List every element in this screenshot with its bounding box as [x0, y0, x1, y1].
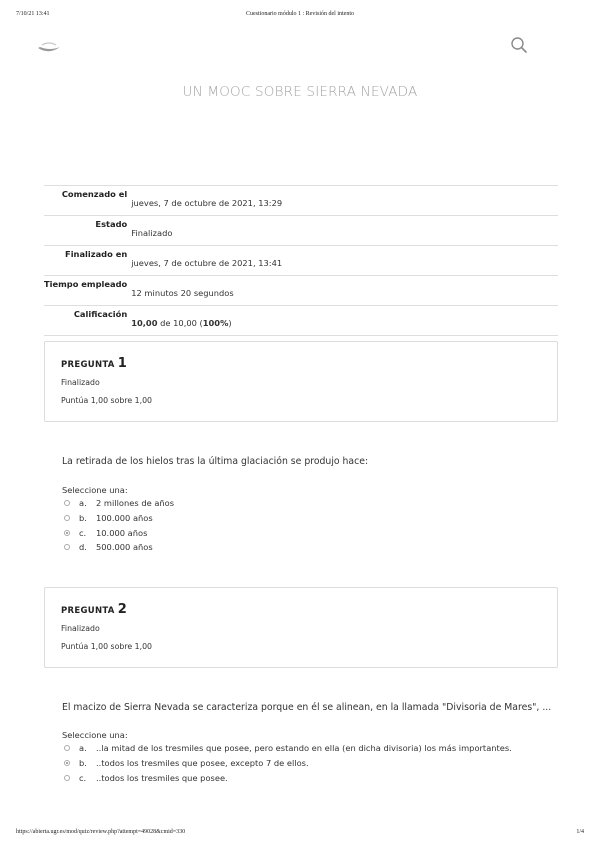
summary-label: Calificación: [73, 309, 128, 319]
answer-text: 10.000 años: [96, 527, 148, 538]
grade-close: ): [228, 318, 232, 328]
radio-unchecked-icon[interactable]: [64, 745, 70, 751]
answer-list: [64, 741, 512, 785]
answer-text: ..todos los tresmiles que posee.: [96, 772, 228, 783]
grade-score: 10,00: [131, 318, 158, 328]
question-info-box: [44, 587, 558, 668]
question-grade: Puntúa 1,00 sobre 1,00: [61, 396, 152, 405]
radio-checked-icon[interactable]: [64, 760, 70, 766]
summary-row: [44, 276, 558, 306]
question-number: 2: [117, 602, 128, 617]
answer-text: 500.000 años: [96, 542, 153, 553]
site-logo-icon[interactable]: [36, 39, 62, 55]
answer-option[interactable]: [64, 511, 174, 526]
question-text: El macizo de Sierra Nevada se caracteriza porque en él se alinean, en la llamada "Divisoria de Mares", ...: [62, 702, 552, 713]
question-grade: Puntúa 1,00 sobre 1,00: [61, 642, 152, 651]
radio-checked-icon[interactable]: [64, 530, 70, 536]
print-page-number: 1/4: [576, 829, 584, 835]
question-title: [61, 602, 127, 617]
answer-list: [64, 496, 174, 555]
grade-value: [131, 306, 558, 336]
summary-value: 12 minutos 20 segundos: [131, 288, 234, 298]
question-state: Finalizado: [61, 378, 100, 387]
answer-option[interactable]: [64, 496, 174, 511]
question-title: [61, 356, 127, 371]
attempt-summary-table: [44, 185, 558, 336]
print-datetime: 7/10/21 13:41: [16, 11, 50, 17]
radio-unchecked-icon[interactable]: [64, 775, 70, 781]
answer-option[interactable]: [64, 540, 174, 555]
summary-value: Finalizado: [131, 228, 173, 238]
print-header: [16, 11, 584, 17]
print-doc-title: Cuestionario módulo 1 : Revisión del intento: [246, 11, 354, 17]
summary-label: Estado: [95, 219, 128, 229]
question-label: PREGUNTA: [61, 360, 115, 370]
answer-text: ..la mitad de los tresmiles que posee, pero estando en ella (en dicha divisoria) los más importantes.: [96, 743, 512, 754]
summary-label: Tiempo empleado: [44, 279, 128, 289]
radio-unchecked-icon[interactable]: [64, 544, 70, 550]
answer-prompt: Seleccione una:: [62, 485, 128, 495]
question-number: 1: [117, 356, 128, 371]
search-icon[interactable]: [510, 36, 528, 54]
answer-letter: a.: [79, 498, 87, 509]
answer-text: ..todos los tresmiles que posee, excepto 7 de ellos.: [96, 758, 309, 769]
answer-letter: b.: [79, 758, 87, 769]
summary-value: jueves, 7 de octubre de 2021, 13:41: [131, 258, 283, 268]
answer-letter: a.: [79, 743, 87, 754]
answer-option[interactable]: [64, 756, 512, 771]
grade-max: de 10,00 (: [157, 318, 203, 328]
answer-letter: c.: [79, 772, 87, 783]
answer-text: 100.000 años: [96, 513, 153, 524]
summary-row: [44, 246, 558, 276]
answer-option[interactable]: [64, 770, 512, 785]
grade-percent: 100%: [202, 318, 229, 328]
answer-option[interactable]: [64, 525, 174, 540]
radio-unchecked-icon[interactable]: [64, 515, 70, 521]
answer-letter: c.: [79, 527, 87, 538]
summary-label: Comenzado el: [61, 189, 128, 199]
answer-option[interactable]: [64, 741, 512, 756]
question-text: La retirada de los hielos tras la última glaciación se produjo hace:: [62, 456, 369, 467]
answer-letter: d.: [79, 542, 87, 553]
question-state: Finalizado: [61, 624, 100, 633]
print-footer: [16, 829, 584, 835]
summary-row: [44, 306, 558, 336]
summary-value: jueves, 7 de octubre de 2021, 13:29: [131, 198, 283, 208]
question-info-box: [44, 341, 558, 422]
summary-row: [44, 186, 558, 216]
question-label: PREGUNTA: [61, 606, 115, 616]
answer-letter: b.: [79, 513, 87, 524]
site-title[interactable]: UN MOOC SOBRE SIERRA NEVADA: [182, 84, 418, 100]
answer-prompt: Seleccione una:: [62, 730, 128, 740]
summary-label: Finalizado en: [65, 249, 128, 259]
radio-unchecked-icon[interactable]: [64, 500, 70, 506]
answer-text: 2 millones de años: [96, 498, 175, 509]
print-url: https://abierta.ugr.es/mod/quiz/review.php?attempt=49028&cmid=330: [16, 829, 186, 835]
summary-row: [44, 216, 558, 246]
